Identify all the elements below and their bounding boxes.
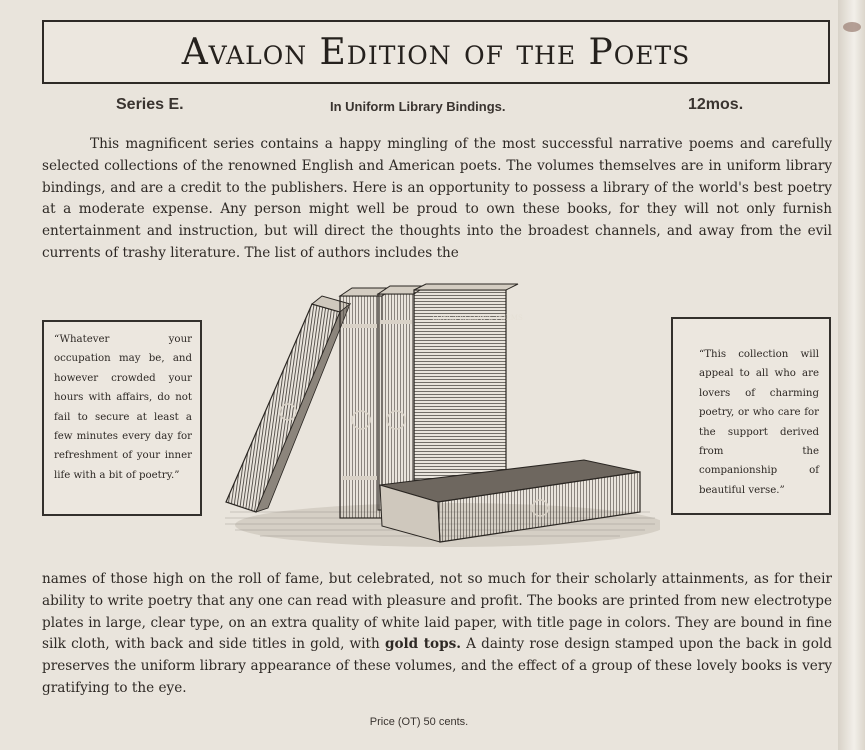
description-text-end: A dainty rose design stamped upon the back in gold preserves the uniform library appearance of these volumes, and the effect of a group of these lovely books is very gratifying to the eye. [42, 636, 832, 696]
description-paragraph [42, 569, 832, 700]
book-spine-text: LONGFELLOW'S POEMS [432, 314, 523, 322]
quote-right-text: “This collection will appeal to all who are lovers of charming poetry, or who care for the support derived from the companionship of beautiful verse.” [699, 349, 819, 496]
gold-tops-emphasis: gold tops. [384, 636, 461, 653]
quote-box-right [671, 317, 831, 515]
title-banner [42, 20, 830, 84]
format-label: 12mos. [688, 96, 744, 113]
leaning-book [226, 296, 350, 512]
quote-left-text: “Whatever your occupation may be, and however crowded your hours with affairs, do not fail to secure at least a few minutes every day for refreshment of your inner life with a bit of poetry.” [54, 334, 192, 481]
page-edge [838, 0, 865, 750]
page-title: Avalon Edition of the Poets [181, 31, 691, 73]
page-edge-mark [843, 22, 861, 32]
standing-book-3 [414, 284, 523, 480]
books-illustration [220, 280, 660, 550]
description-text-start: names of those high on the roll of fame, but celebrated, not so much for their scholarly attainments, as for their ability to write poetry that any one can read with pleasure and profit. The books are printed from new electrotype plates in large, clear type, on an extra quality of white laid paper, with title page in colors. They are bound in fine silk cloth, with back and side titles in gold, with [42, 571, 832, 653]
quote-box-left [42, 320, 202, 516]
bindings-label: In Uniform Library Bindings. [330, 99, 506, 114]
series-label: Series E. [116, 96, 184, 113]
subtitle-row [0, 96, 838, 120]
intro-paragraph: This magnificent series contains a happy mingling of the most successful narrative poems and carefully selected collections of the renowned English and American poets. The volumes themselves are in uniform library bindings, and are a credit to the publishers. Here is an opportunity to possess a library of the world's best poetry at a moderate expense. Any person might well be proud to own these books, for they will not only furnish entertainment and instruction, but will direct the thoughts into the broadest channels, and away from the evil currents of trashy literature. The list of authors includes the [42, 136, 832, 261]
price-line: Price (OT) 50 cents. [369, 716, 469, 728]
